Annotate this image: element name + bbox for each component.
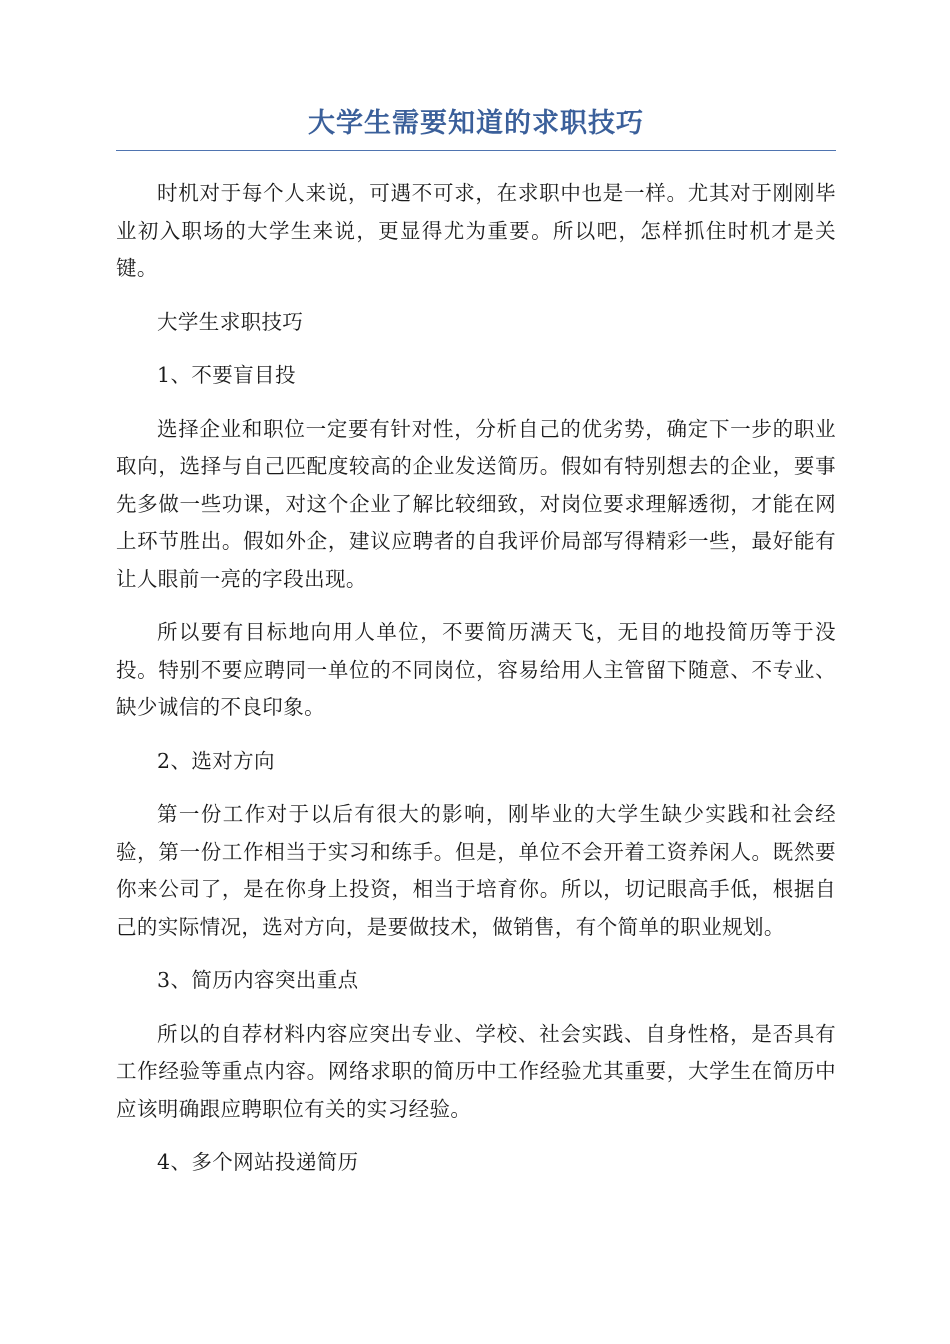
section-heading-tips: 大学生求职技巧	[157, 309, 304, 334]
paragraph-1b: 所以要有目标地向用人单位，不要简历满天飞，无目的地投简历等于没投。特别不要应聘同一单位的不同岗位，容易给用人主管留下随意、不专业、缺少诚信的不良印象。	[116, 620, 836, 719]
paragraph-intro: 时机对于每个人来说，可遇不可求，在求职中也是一样。尤其对于刚刚毕业初入职场的大学生来说，更显得尤为重要。所以吧，怎样抓住时机才是关键。	[116, 181, 836, 280]
section-heading-4: 4、多个网站投递简历	[157, 1150, 359, 1174]
paragraph-3: 所以的自荐材料内容应突出专业、学校、社会实践、自身性格，是否具有工作经验等重点内容。网络求职的简历中工作经验尤其重要，大学生在简历中应该明确跟应聘职位有关的实习经验。	[116, 1021, 836, 1121]
paragraph-1a: 选择企业和职位一定要有针对性，分析自己的优劣势，确定下一步的职业取向，选择与自己匹配度较高的企业发送简历。假如有特别想去的企业，要事先多做一些功课，对这个企业了解比较细致，对岗位要求理解透彻，才能在网上环节胜出。假如外企，建议应聘者的自我评价局部写得精彩一些，最好能有让人眼前一亮的字段出现。	[116, 416, 836, 591]
section-heading-1: 1、不要盲目投	[157, 363, 296, 387]
section-heading-2: 2、选对方向	[157, 748, 275, 773]
document-title: 大学生需要知道的求职技巧	[308, 108, 644, 139]
paragraph-2: 第一份工作对于以后有很大的影响，刚毕业的大学生缺少实践和社会经验，第一份工作相当于实习和练手。但是，单位不会开着工资养闲人。既然要你来公司了，是在你身上投资，相当于培育你。所以，切记眼高手低，根据自己的实际情况，选对方向，是要做技术，做销售，有个简单的职业规划。	[116, 802, 836, 939]
section-heading-3: 3、简历内容突出重点	[157, 968, 359, 992]
document-page	[116, 104, 836, 1182]
title-underline	[116, 150, 836, 151]
document-body	[116, 175, 836, 1182]
